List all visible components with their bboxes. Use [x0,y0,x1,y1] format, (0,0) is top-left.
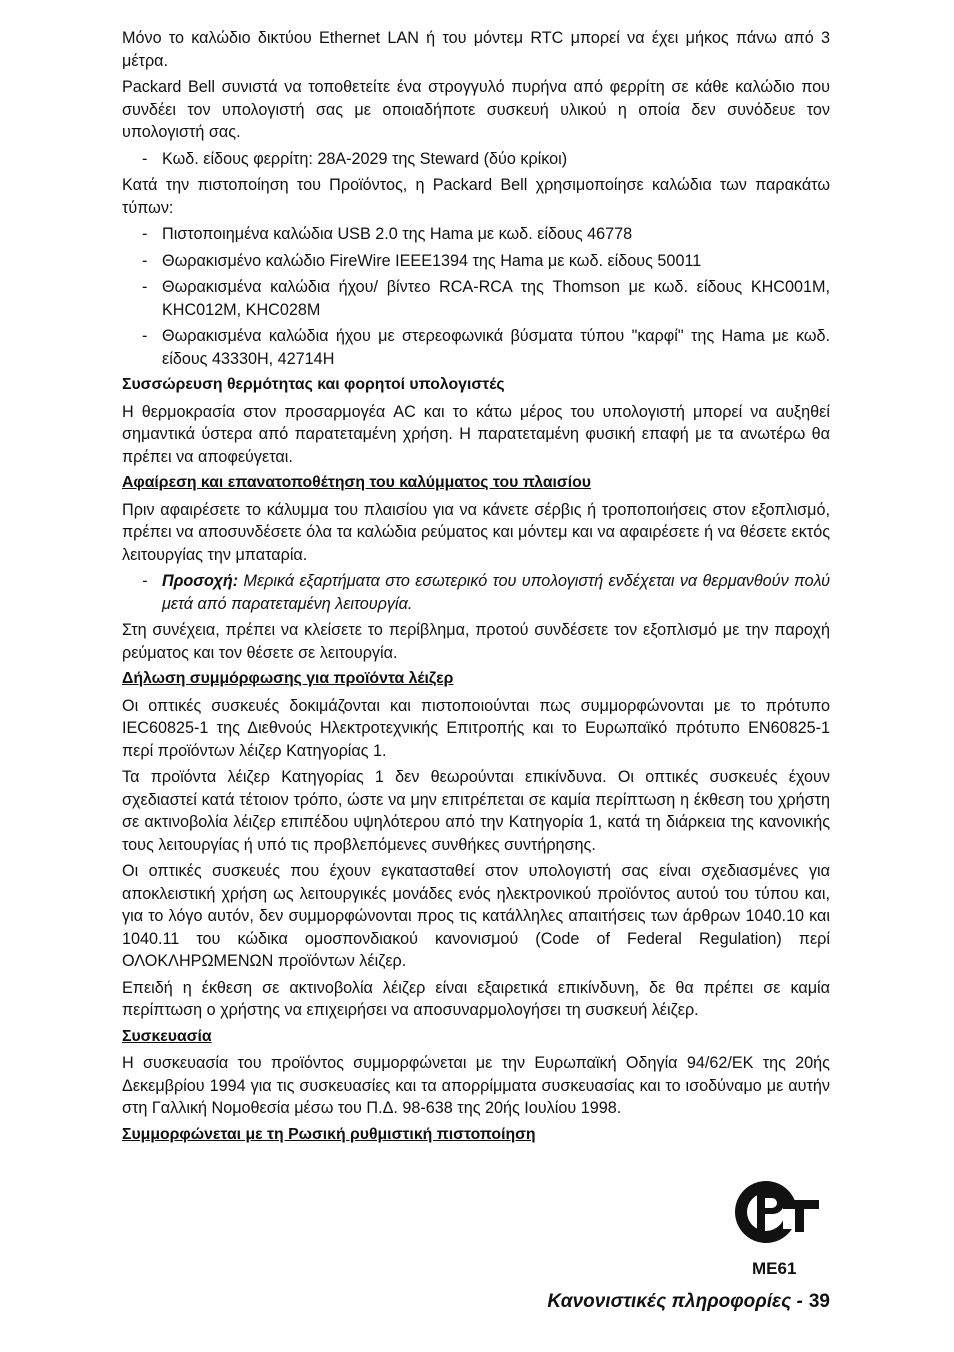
page-footer [547,1291,830,1313]
warning-text: Μερικά εξαρτήματα στο εσωτερικό του υπολογιστή ενδέχεται να θερμανθούν πολύ μετά από παρατεταμένη λειτουργία. [162,572,830,613]
heading-laser: Δήλωση συμμόρφωσης για προϊόντα λέιζερ [122,670,454,687]
dash-bullet: - [142,327,148,345]
dash-bullet: - [142,251,148,270]
paragraph-close-enclosure: Στη συνέχεια, πρέπει να κλείσετε το περίβλημα, προτού συνδέσετε τον εξοπλισμό με την παροχή ρεύματος και τον θέσετε σε λειτουργία. [122,621,830,662]
paragraph-ferrite-recommendation: Packard Bell συνιστά να τοποθετείτε ένα στρογγυλό πυρήνα από φερρίτη σε κάθε καλώδιο που συνδέει τον υπολογιστή σας με οποιαδήποτε συσκευή υλικού η οποία δεν συνόδευε τον υπολογιστή σας. [122,78,830,141]
paragraph-packaging: Η συσκευασία του προϊόντος συμμορφώνεται με την Ευρωπαϊκή Οδηγία 94/62/ΕΚ της 20ής Δεκεμβρίου 1994 για τις συσκευασίες και τα απορρίμματα συσκευασίας και το ισοδύναμο με αυτήν στη Γαλλική Νομοθεσία μέσω του Π.Δ. 98-638 της 20ής Ιουλίου 1998. [122,1054,830,1117]
paragraph-cable-length: Μόνο το καλώδιο δικτύου Ethernet LAN ή του μόντεμ RTC μπορεί να έχει μήκος πάνω από 3 μέτρα. [122,29,830,70]
list-item: - Θωρακισμένα καλώδια ήχου με στερεοφωνικά βύσματα τύπου "καρφί" της Hama με κωδ. είδους 43330H, 42714H [142,327,830,368]
dash-bullet: - [142,149,148,168]
heading-russian-certification: Συμμορφώνεται με τη Ρωσική ρυθμιστική πιστοποίηση [122,1125,536,1143]
heading-heat: Συσσώρευση θερμότητας και φορητοί υπολογιστές [122,376,505,393]
paragraph-laser-1: Οι οπτικές συσκευές δοκιμάζονται και πιστοποιούνται πως συμμορφώνονται με το πρότυπο IEC60825-1 της Διεθνούς Ηλεκτροτεχνικής Επιτροπής και το Ευρωπαϊκό πρότυπο EN60825-1 περί προϊόντων λέιζερ Κατηγορίας 1. [122,696,830,760]
heading-packaging: Συσκευασία [122,1027,212,1045]
page-number: 39 [808,1291,830,1312]
paragraph-certification-cables: Κατά την πιστοποίηση του Προϊόντος, η Packard Bell χρησιμοποίησε καλώδια των παρακάτω τύπων: [122,176,830,217]
dash-bullet: - [142,278,148,296]
list-item: - Πιστοποιημένα καλώδια USB 2.0 της Hama με κωδ. είδους 46778 [122,223,830,246]
gost-r-certification-icon [733,1178,819,1246]
warning-label: Προσοχή: [162,572,239,590]
model-number: ME61 [752,1259,797,1278]
paragraph-laser-3: Οι οπτικές συσκευές που έχουν εγκατασταθεί στον υπολογιστή σας είναι σχεδιασμένες για αποκλειστική χρήση ως λειτουργικές μονάδες ενός ηλεκτρονικού προϊόντος αυτού του τύπου και, για το λόγο αυτόν, δεν συμμορφώνονται προς τις κατάλληλες απαιτήσεις των άρθρων 1040.10 και 1040.11 του κώδικα ομοσπονδιακού κανονισμού (Code of Federal Regulation) περί ΟΛΟΚΛΗΡΩΜΕΝΩΝ προϊόντων λέιζερ. [122,862,830,970]
paragraph-laser-2: Τα προϊόντα λέιζερ Κατηγορίας 1 δεν θεωρούνται επικίνδυνα. Οι οπτικές συσκευές έχουν σχεδιαστεί κατά τέτοιον τρόπο, ώστε να μην επιτρέπεται σε καμία περίπτωση η έκθεση του χρήστη σε ακτινοβολία λέιζερ επιπέδου υψηλότερου από την Κατηγορία 1, κατά τη διάρκεια της κανονικής τους λειτουργίας ή υπό τις προβλεπόμενες συνθήκες συντήρησης. [122,768,830,854]
cable-list [122,223,830,370]
paragraph-heat: Η θερμοκρασία στον προσαρμογέα AC και το κάτω μέρος του υπολογιστή μπορεί να αυξηθεί σημαντικά ύστερα από παρατεταμένη χρήση. Η παρατεταμένη φυσική επαφή με τα ανωτέρω θα πρέπει να αποφεύγεται. [122,402,830,466]
paragraph-laser-4: Επειδή η έκθεση σε ακτινοβολία λέιζερ είναι εξαιρετικά επικίνδυνη, δε θα πρέπει σε καμία περίπτωση ο χρήστης να επιχειρήσει να αποσυναρμολογήσει τη συσκευή λέιζερ. [122,978,830,1019]
paragraph-cover-removal: Πριν αφαιρέσετε το κάλυμμα του πλαισίου για να κάνετε σέρβις ή τροποποιήσεις στον εξοπλισμό, πρέπει να αποσυνδέσετε όλα τα καλώδια ρεύματος και μόντεμ και να αφαιρέσετε ή να θέσετε εκτός λειτουργίας την μπαταρία. [122,500,830,564]
list-item: - Κωδ. είδους φερρίτη: 28A-2029 της Steward (δύο κρίκοι) [122,148,830,171]
footer-title: Κανονιστικές πληροφορίες - [547,1291,803,1312]
list-item: - Θωρακισμένο καλώδιο FireWire IEEE1394 της Hama με κωδ. είδους 50011 [122,250,830,273]
list-item: - Θωρακισμένα καλώδια ήχου/ βίντεο RCA-RCA της Thomson με κωδ. είδους KHC001M, KHC012M, KHC028M [142,278,830,319]
document-body [122,27,830,1150]
dash-bullet: - [142,572,148,590]
dash-bullet: - [142,225,148,243]
warning-list [122,570,830,615]
warning-item [122,570,830,615]
ferrite-list [122,148,830,171]
heading-cover-removal: Αφαίρεση και επανατοποθέτηση του καλύμματος του πλαισίου [122,474,591,491]
